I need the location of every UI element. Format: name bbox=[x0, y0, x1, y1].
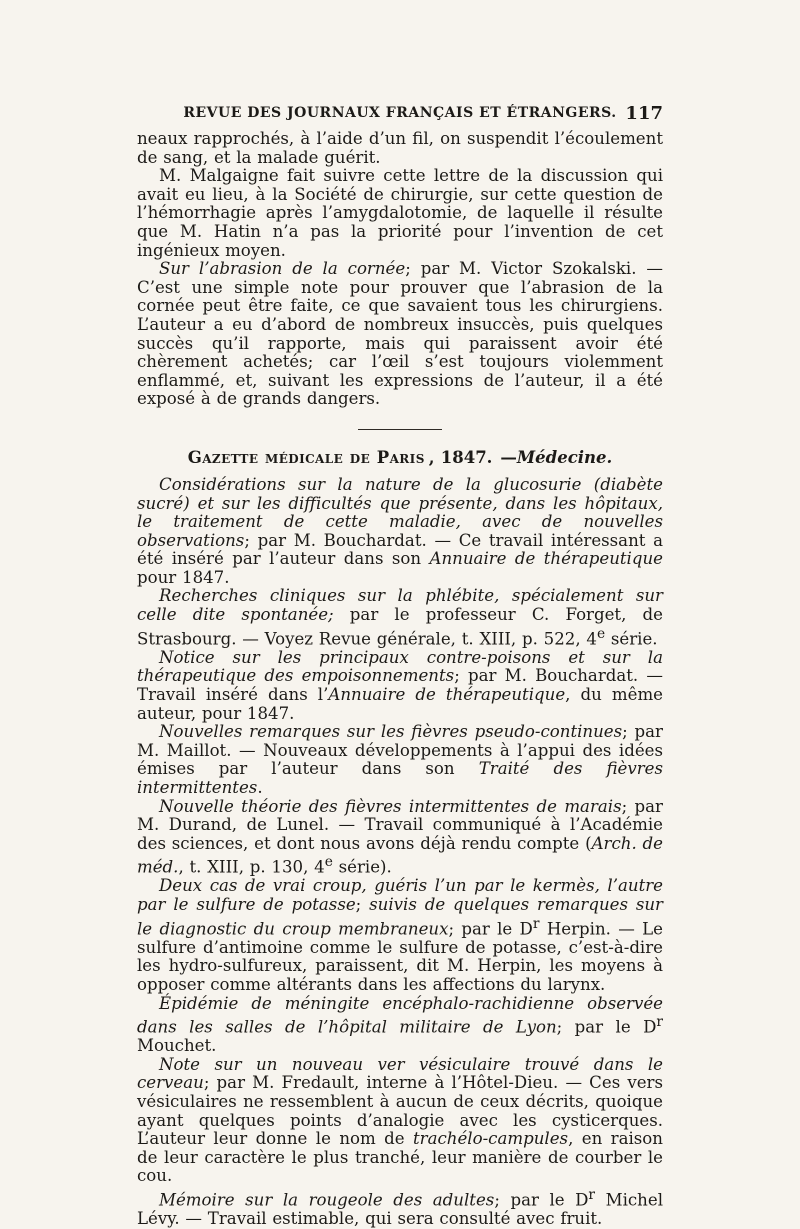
paragraph-2-text: M. Malgaigne fait suivre cette lettre de la discussion qui avait eu lieu, à la Société de chirurgie, sur cette question de l’hémorrhagie après l’amygdalotomie, de laquelle il résulte que M. Hatin n’a pas la priorité pour l’invention de cet ingénieux moyen. bbox=[137, 166, 663, 260]
entry-9-sup: r bbox=[588, 1187, 596, 1203]
entry-4-italic-2: Traité des fièvres intermittentes bbox=[137, 759, 663, 797]
running-title: REVUE DES JOURNAUX FRANÇAIS ET ÉTRANGERS. bbox=[183, 105, 617, 121]
entry-5-title: Nouvelle théorie des fièvres intermittentes de marais bbox=[159, 796, 622, 816]
entry-3-rest-1: ; par M. Bouchardat. — Travail inséré dans l’ bbox=[137, 666, 663, 704]
entry-4 bbox=[137, 723, 663, 797]
entry-1-rest-2: pour 1847. bbox=[137, 567, 230, 587]
entry-9 bbox=[137, 1186, 663, 1229]
paragraph-3-title: Sur l’abrasion de la cornée bbox=[159, 259, 406, 279]
entry-4-title: Nouvelles remarques sur les fièvres pseudo-continues bbox=[159, 722, 623, 742]
entry-4-rest-1: ; par M. Maillot. — Nouveaux développements à l’appui des idées émises par l’auteur dans son bbox=[137, 722, 663, 779]
paragraph-1-text: neaux rapprochés, à l’aide d’un fil, on suspendit l’écoulement de sang, et la malade guérit. bbox=[137, 129, 663, 167]
entry-7-sup: r bbox=[656, 1014, 664, 1031]
entry-6-rest-1: ; bbox=[355, 895, 370, 915]
paragraph-3 bbox=[137, 260, 663, 409]
entry-9-rest-2: Michel Lévy. — Travail estimable, qui sera consulté avec fruit. bbox=[137, 1190, 663, 1229]
entry-5-rest-1: ; par M. Durand, de Lunel. — Travail communiqué à l’Académie des sciences, et dont nous avons déjà rendu compte ( bbox=[137, 796, 663, 853]
paragraph-2 bbox=[137, 167, 663, 260]
entry-6-rest-3: Herpin. — Le sulfure d’antimoine comme le sulfure de potasse, c’est-à-dire les hydro-sulfureux, paraissent, dit M. Herpin, les moyens à opposer comme altérants dans les affections du larynx. bbox=[137, 919, 664, 994]
entry-2-title: Recherches cliniques sur la phlébite, spécialement sur celle dite spontanée; bbox=[137, 586, 663, 625]
entry-5 bbox=[137, 798, 663, 878]
entry-8-italic-2: trachélo-campules bbox=[412, 1129, 569, 1149]
main-text bbox=[137, 130, 663, 1229]
entry-5-rest-3: série). bbox=[332, 857, 392, 877]
entry-5-sup: e bbox=[324, 854, 333, 871]
entry-7-rest-2: Mouchet. bbox=[137, 1036, 217, 1056]
entry-8-title: Note sur un nouveau ver vésiculaire trouvé dans le cerveau bbox=[137, 1054, 663, 1093]
entry-2 bbox=[137, 587, 663, 648]
entry-2-rest-1: par le professeur C. Forget, de Strasbourg. — Voyez Revue générale, t. XIII, p. 522, 4 bbox=[137, 605, 663, 649]
entry-3-title: Notice sur les principaux contre-poisons et sur la thérapeutique des empoisonnements bbox=[137, 647, 663, 686]
entry-7-title: Épidémie de méningite encéphalo-rachidienne observée dans les salles de l’hôpital militaire de Lyon bbox=[137, 993, 663, 1037]
entry-2-rest-2: série. bbox=[605, 629, 658, 649]
entry-1-title: Considérations sur la nature de la glucosurie (diabète sucré) et sur les difficultés que présente, dans les hôpitaux, le traitement de cette maladie, avec de nouvelles observations bbox=[137, 474, 663, 550]
section-heading bbox=[137, 448, 663, 468]
entry-3-rest-2: , du même auteur, pour 1847. bbox=[137, 684, 663, 723]
entry-7 bbox=[137, 995, 663, 1056]
entry-8-rest-1: ; par M. Fredault, interne à l’Hôtel-Dieu. — Ces vers vésiculaires ne ressemblent à aucun de ceux décrits, quoique ayant quelques points d’analogie avec les cysticerques. L’auteur leur donne le nom de bbox=[137, 1073, 663, 1149]
entry-7-rest-1: ; par le D bbox=[556, 1017, 657, 1037]
book-page bbox=[137, 96, 664, 1229]
entry-3-italic-2: Annuaire de thérapeutique bbox=[328, 684, 566, 704]
entry-3 bbox=[137, 649, 663, 723]
running-head bbox=[137, 96, 663, 130]
section-heading-gazette: Gazette médicale de Paris bbox=[187, 447, 425, 467]
entry-6-sup: r bbox=[532, 915, 540, 932]
entry-6-italic-2: suivis de quelques remarques sur le diagnostic du croup membraneux bbox=[137, 895, 663, 939]
section-heading-dash: — bbox=[500, 447, 517, 467]
entry-9-title: Mémoire sur la rougeole des adultes bbox=[159, 1190, 495, 1210]
entry-9-rest-1: ; par le D bbox=[494, 1190, 589, 1210]
section-rule bbox=[358, 429, 442, 430]
entry-5-italic-2: Arch. de méd. bbox=[137, 833, 664, 877]
entry-2-sup: e bbox=[596, 625, 606, 642]
paragraph-1 bbox=[137, 130, 663, 167]
entry-5-rest-2: , t. XIII, p. 130, 4 bbox=[178, 857, 325, 877]
entry-6-rest-2: ; par le D bbox=[448, 919, 533, 939]
entry-4-rest-2: . bbox=[257, 777, 263, 797]
entry-1-author: ; par M. Bouchardat. bbox=[244, 530, 427, 550]
section-divider bbox=[137, 429, 663, 430]
paragraph-3-rest: ; par M. Victor Szokalski. — C’est une simple note pour prouver que l’abrasion de la cornée peut être faite, ce que savaient tous les chirurgiens. L’auteur a eu d’abord de nombreux insuccès, puis quelques succès qu’il rapporte, mais qui paraissent avoir été chèrement achetés; car l’œil s’est toujours violemment enflammé, et, suivant les expressions de l’auteur, il a été exposé à de grands dangers. bbox=[137, 259, 663, 409]
entry-8 bbox=[137, 1056, 663, 1186]
section-heading-medicine: Médecine. bbox=[516, 447, 613, 467]
entry-1-italic-2: Annuaire de thérapeutique bbox=[429, 549, 663, 569]
entry-1 bbox=[137, 476, 663, 588]
section-heading-year: , 1847. bbox=[428, 447, 493, 467]
entry-6 bbox=[137, 877, 663, 994]
entry-8-rest-2: , en raison de leur caractère le plus tranché, leur manière de courber le cou. bbox=[137, 1129, 663, 1186]
entry-1-rest-1: — Ce travail intéressant a été inséré par l’auteur dans son bbox=[137, 530, 663, 569]
entry-6-title: Deux cas de vrai croup, guéris l’un par le kermès, l’autre par le sulfure de potasse bbox=[137, 876, 663, 915]
page-number: 117 bbox=[625, 102, 663, 124]
